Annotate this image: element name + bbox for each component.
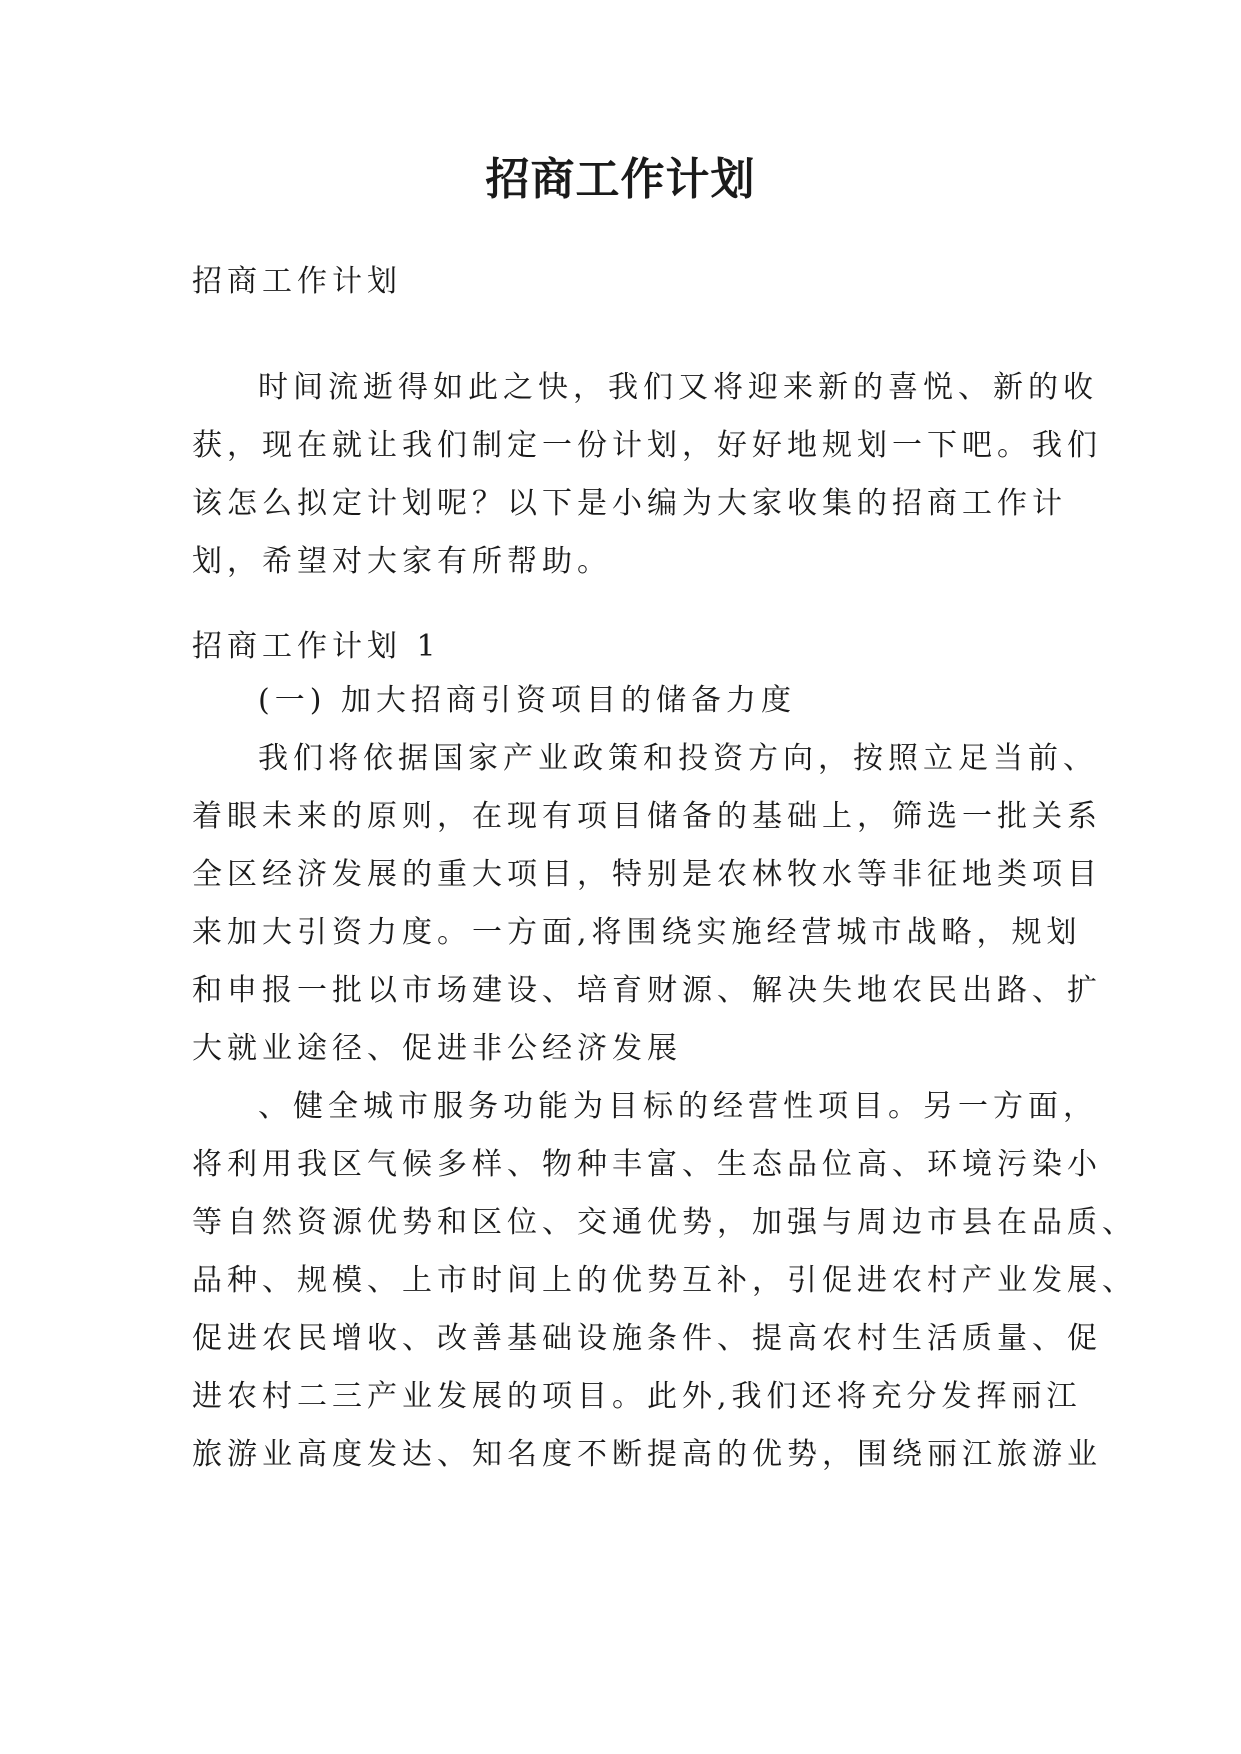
body-line: 旅游业高度发达、知名度不断提高的优势，围绕丽江旅游业 bbox=[192, 1437, 1102, 1472]
section-heading-text: 招商工作计划 1 bbox=[192, 629, 441, 664]
intro-line: 划，希望对大家有所帮助。 bbox=[192, 544, 612, 579]
subtitle-text: 招商工作计划 bbox=[192, 264, 402, 299]
sub-heading-text: (一) 加大招商引资项目的储备力度 bbox=[258, 683, 796, 718]
body-paragraph-2 bbox=[192, 1078, 1137, 1484]
body-line: 等自然资源优势和区位、交通优势，加强与周边市县在品质、 bbox=[192, 1205, 1137, 1240]
intro-paragraph bbox=[192, 359, 1102, 591]
body-line: 着眼未来的原则，在现有项目储备的基础上，筛选一批关系 bbox=[192, 799, 1102, 834]
document-title: 招商工作计划 bbox=[485, 154, 756, 205]
body-line: 和申报一批以市场建设、培育财源、解决失地农民出路、扩 bbox=[192, 973, 1102, 1008]
body-line: 进农村二三产业发展的项目。此外,我们还将充分发挥丽江 bbox=[192, 1379, 1082, 1414]
body-line: 、健全城市服务功能为目标的经营性项目。另一方面， bbox=[258, 1089, 1098, 1124]
body-line: 我们将依据国家产业政策和投资方向，按照立足当前、 bbox=[258, 741, 1098, 776]
sub-heading bbox=[192, 672, 1072, 730]
body-line: 全区经济发展的重大项目，特别是农林牧水等非征地类项目 bbox=[192, 857, 1102, 892]
body-line: 促进农民增收、改善基础设施条件、提高农村生活质量、促 bbox=[192, 1321, 1102, 1356]
intro-line: 时间流逝得如此之快，我们又将迎来新的喜悦、新的收 bbox=[258, 370, 1098, 405]
body-line: 来加大引资力度。一方面,将围绕实施经营城市战略，规划 bbox=[192, 915, 1082, 950]
document-subtitle bbox=[192, 253, 1072, 311]
body-line: 品种、规模、上市时间上的优势互补，引促进农村产业发展、 bbox=[192, 1263, 1137, 1298]
body-paragraph-1 bbox=[192, 730, 1102, 1078]
body-line: 将利用我区气候多样、物种丰富、生态品位高、环境污染小 bbox=[192, 1147, 1102, 1182]
section-heading bbox=[192, 618, 1072, 676]
intro-line: 该怎么拟定计划呢？以下是小编为大家收集的招商工作计 bbox=[192, 486, 1067, 521]
body-line: 大就业途径、促进非公经济发展 bbox=[192, 1031, 682, 1066]
intro-line: 获，现在就让我们制定一份计划，好好地规划一下吧。我们 bbox=[192, 428, 1102, 463]
